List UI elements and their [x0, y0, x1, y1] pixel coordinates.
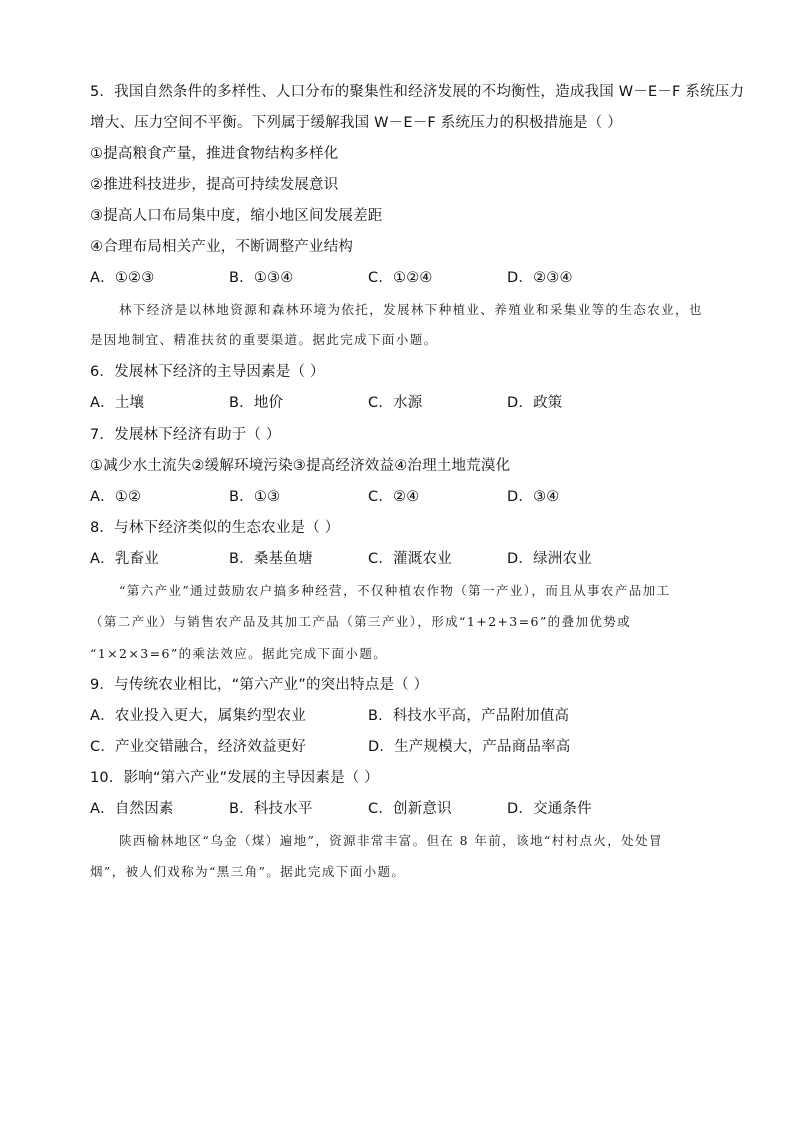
- q6-stem: 6．发展林下经济的主导因素是（ ）: [90, 364, 325, 380]
- q5-option-b[interactable]: B．①③④: [229, 270, 294, 286]
- q10-options: [90, 799, 646, 819]
- passage3-line2: 烟”，被人们戏称为“黑三角”。据此完成下面小题。: [90, 864, 406, 879]
- q7-option-b[interactable]: B．①③: [229, 489, 281, 505]
- q8-stem: 8．与林下经济类似的生态农业是（ ）: [90, 520, 340, 536]
- passage1-line1: 林下经济是以林地资源和森林环境为依托，发展林下种植业、养殖业和采集业等的生态农业，也: [119, 302, 703, 317]
- q9-option-b[interactable]: B．科技水平高，产品附加值高: [368, 708, 570, 724]
- passage1-line2: 是因地制宜、精准扶贫的重要渠道。据此完成下面小题。: [90, 332, 438, 347]
- q7-option-a[interactable]: A．①②: [90, 489, 142, 505]
- q10-option-d[interactable]: D．交通条件: [507, 801, 592, 817]
- q6-options: [90, 393, 646, 413]
- q5-option-a[interactable]: A．①②③: [90, 270, 155, 286]
- q9-option-d[interactable]: D．生产规模大，产品商品率高: [368, 739, 571, 755]
- q9-options-row1: [90, 706, 646, 726]
- q9-stem: 9．与传统农业相比，“第六产业”的突出特点是（ ）: [90, 677, 429, 693]
- q5-item-4: ④合理布局相关产业，不断调整产业结构: [90, 239, 354, 255]
- q6-option-b[interactable]: B．地价: [229, 395, 284, 411]
- q5-stem-line1: 5．我国自然条件的多样性、人口分布的聚集性和经济发展的不均衡性，造成我国 W－E－F 系统压力: [90, 84, 745, 100]
- q10-stem: 10．影响“第六产业”发展的主导因素是（ ）: [90, 770, 379, 786]
- q10-option-b[interactable]: B．科技水平: [229, 801, 313, 817]
- q6-option-a[interactable]: A．土壤: [90, 395, 145, 411]
- q7-option-d[interactable]: D．③④: [507, 489, 560, 505]
- q7-stem: 7．发展林下经济有助于（ ）: [90, 427, 281, 443]
- q9-option-a[interactable]: A．农业投入更大，属集约型农业: [90, 708, 306, 724]
- q5-option-c[interactable]: C．①②④: [368, 270, 433, 286]
- passage3-line1: 陕西榆林地区“乌金（煤）遍地”，资源非常丰富。但在 8 年前，该地“村村点火，处处冒: [119, 833, 663, 848]
- q7-options: [90, 487, 646, 507]
- q5-option-d[interactable]: D．②③④: [507, 270, 573, 286]
- q6-option-c[interactable]: C．水源: [368, 395, 423, 411]
- q10-option-c[interactable]: C．创新意识: [368, 801, 452, 817]
- q8-options: [90, 549, 646, 569]
- q9-options-row2: [90, 737, 646, 757]
- q5-item-2: ②推进科技进步，提高可持续发展意识: [90, 177, 339, 193]
- q8-option-b[interactable]: B．桑基鱼塘: [229, 551, 313, 567]
- q7-option-c[interactable]: C．②④: [368, 489, 420, 505]
- q8-option-a[interactable]: A．乳畜业: [90, 551, 159, 567]
- passage2-line1: “第六产业”通过鼓励农户搞多种经营，不仅种植农作物（第一产业），而且从事农产品加工: [119, 583, 671, 598]
- q5-options: [90, 268, 646, 288]
- q9-option-c[interactable]: C．产业交错融合，经济效益更好: [90, 739, 307, 755]
- passage2-line2: （第二产业）与销售农产品及其加工产品（第三产业），形成“1+2+3=6”的叠加优势或: [90, 614, 632, 629]
- q5-stem-line2: 增大、压力空间不平衡。下列属于缓解我国 W－E－F 系统压力的积极措施是（ ）: [90, 115, 622, 131]
- passage2-line3: “1×2×3=6”的乘法效应。据此完成下面小题。: [90, 646, 388, 661]
- q5-item-3: ③提高人口布局集中度，缩小地区间发展差距: [90, 208, 383, 224]
- q10-option-a[interactable]: A．自然因素: [90, 801, 174, 817]
- q8-option-c[interactable]: C．灌溉农业: [368, 551, 452, 567]
- q5-item-1: ①提高粮食产量，推进食物结构多样化: [90, 146, 339, 162]
- q7-items: ①减少水土流失②缓解环境污染③提高经济效益④治理土地荒漠化: [90, 458, 511, 474]
- q8-option-d[interactable]: D．绿洲农业: [507, 551, 592, 567]
- q6-option-d[interactable]: D．政策: [507, 395, 563, 411]
